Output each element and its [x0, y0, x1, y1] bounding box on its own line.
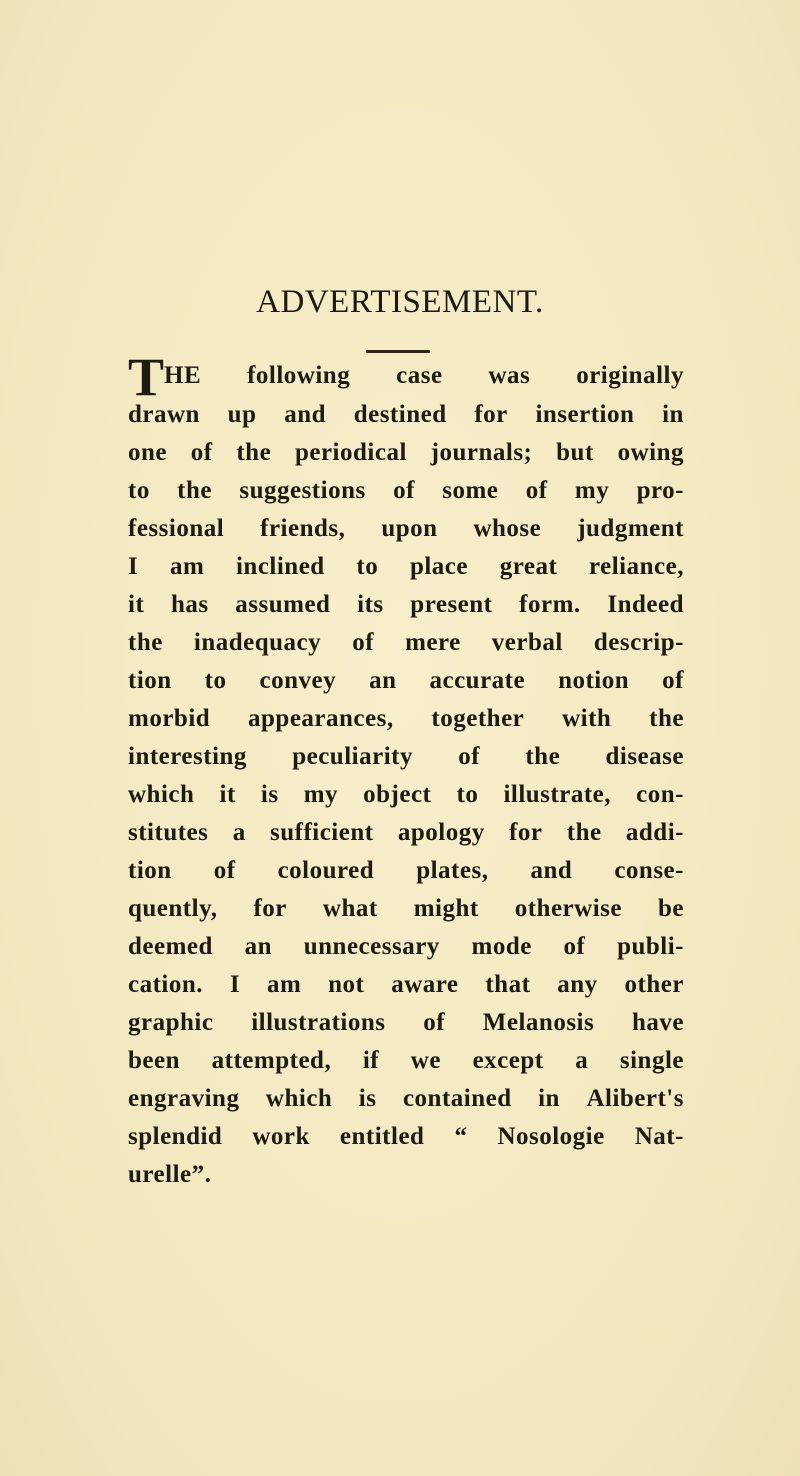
- word: with: [562, 705, 612, 732]
- word: other: [624, 971, 684, 998]
- word: following: [247, 362, 351, 389]
- word: apology: [397, 819, 485, 846]
- word: not: [328, 971, 365, 998]
- word: drawn: [128, 401, 200, 428]
- text-line-15: [128, 890, 684, 928]
- word: whose: [473, 515, 542, 542]
- text-line-1: [128, 347, 684, 407]
- word: it: [219, 781, 236, 808]
- word: up: [227, 401, 257, 428]
- text-line-20: [128, 1080, 684, 1118]
- word: together: [431, 705, 525, 732]
- word: reliance,: [588, 553, 684, 580]
- word: peculiarity: [292, 743, 413, 770]
- word: illustrate,: [503, 781, 612, 808]
- word: object: [363, 781, 432, 808]
- word: present: [410, 591, 493, 618]
- word: originally: [576, 362, 684, 389]
- word: is: [260, 781, 279, 808]
- word: a: [232, 819, 246, 846]
- word: for: [509, 819, 543, 846]
- word: to: [128, 477, 150, 504]
- text-line-2: [128, 396, 684, 434]
- word: accurate: [429, 667, 526, 694]
- word: Melanosis: [482, 1009, 595, 1036]
- word: publi-: [617, 933, 684, 960]
- word: periodical: [294, 439, 407, 466]
- word: Nat-: [634, 1123, 684, 1150]
- word: Indeed: [607, 591, 684, 618]
- drop-cap: T: [128, 347, 165, 407]
- word: inclined: [235, 553, 325, 580]
- opening-word-rest: HE: [164, 362, 202, 389]
- opening-words: [128, 347, 202, 407]
- word: a: [575, 1047, 589, 1074]
- text-line-14: [128, 852, 684, 890]
- word: suggestions: [239, 477, 366, 504]
- word: interesting: [128, 743, 247, 770]
- word: morbid: [128, 705, 211, 732]
- advertisement-body: [128, 347, 684, 1194]
- word: the: [128, 629, 163, 656]
- word: to: [356, 553, 379, 580]
- word: my: [303, 781, 339, 808]
- word: fessional: [128, 515, 225, 542]
- word: which: [128, 781, 195, 808]
- word: deemed: [128, 933, 213, 960]
- text-line-5: [128, 510, 684, 548]
- word: and: [284, 401, 326, 428]
- word: quently,: [128, 895, 218, 922]
- text-line-22: urelle”.: [128, 1161, 212, 1188]
- word: notion: [558, 667, 630, 694]
- word: case: [396, 362, 443, 389]
- word: work: [252, 1123, 310, 1150]
- word: assumed: [235, 591, 331, 618]
- text-line-4: [128, 472, 684, 510]
- word: I: [229, 971, 241, 998]
- title-divider: [366, 350, 430, 353]
- word: verbal: [491, 629, 563, 656]
- word: contained: [402, 1085, 512, 1112]
- word: unnecessary: [303, 933, 440, 960]
- word: entitled: [339, 1123, 425, 1150]
- word: of: [393, 477, 415, 504]
- word: am: [266, 971, 302, 998]
- word: con-: [636, 781, 684, 808]
- word: any: [557, 971, 598, 998]
- word: an: [369, 667, 397, 694]
- word: has: [170, 591, 209, 618]
- word: form.: [519, 591, 581, 618]
- word: that: [485, 971, 531, 998]
- word: tion: [128, 667, 172, 694]
- word: to: [456, 781, 479, 808]
- word: engraving: [128, 1085, 240, 1112]
- word: of: [213, 857, 236, 884]
- word: of: [352, 629, 375, 656]
- word: except: [472, 1047, 544, 1074]
- word: but: [556, 439, 594, 466]
- word: destined: [353, 401, 447, 428]
- word: mode: [471, 933, 532, 960]
- word: disease: [605, 743, 684, 770]
- word: upon: [381, 515, 438, 542]
- text-line-19: [128, 1042, 684, 1080]
- word: was: [488, 362, 531, 389]
- word: attempted,: [211, 1047, 332, 1074]
- word: judgment: [577, 515, 684, 542]
- word: to: [204, 667, 227, 694]
- word: it: [128, 591, 145, 618]
- text-line-17: [128, 966, 684, 1004]
- text-line-9: [128, 662, 684, 700]
- word: of: [525, 477, 548, 504]
- word: of: [563, 933, 586, 960]
- word: in: [662, 401, 684, 428]
- word: in: [538, 1085, 560, 1112]
- word: friends,: [260, 515, 346, 542]
- word: single: [619, 1047, 684, 1074]
- word: the: [525, 743, 561, 770]
- word: cation.: [128, 971, 204, 998]
- word: been: [128, 1047, 180, 1074]
- word: might: [413, 895, 479, 922]
- word: inadequacy: [193, 629, 322, 656]
- text-line-11: [128, 738, 684, 776]
- word: Nosologie: [497, 1123, 605, 1150]
- word: convey: [259, 667, 337, 694]
- word: what: [322, 895, 378, 922]
- word: insertion: [535, 401, 635, 428]
- word: the: [649, 705, 684, 732]
- word: the: [566, 819, 602, 846]
- text-line-3: [128, 434, 684, 472]
- text-line-12: [128, 776, 684, 814]
- text-line-6: [128, 548, 684, 586]
- word: sufficient: [269, 819, 374, 846]
- word: great: [499, 553, 558, 580]
- word: I: [128, 553, 139, 580]
- word: of: [423, 1009, 446, 1036]
- word: Alibert's: [586, 1085, 684, 1112]
- word: coloured: [277, 857, 375, 884]
- word: its: [357, 591, 384, 618]
- word: descrip-: [593, 629, 684, 656]
- word: illustrations: [251, 1009, 386, 1036]
- word: my: [574, 477, 610, 504]
- word: have: [631, 1009, 684, 1036]
- word: tion: [128, 857, 172, 884]
- word: which: [265, 1085, 333, 1112]
- word: journals;: [430, 439, 533, 466]
- word: place: [409, 553, 468, 580]
- word: if: [362, 1047, 380, 1074]
- word: and: [530, 857, 573, 884]
- text-line-7: [128, 586, 684, 624]
- word: graphic: [128, 1009, 214, 1036]
- word: stitutes: [128, 819, 209, 846]
- word: be: [658, 895, 684, 922]
- word: addi-: [625, 819, 684, 846]
- word: mere: [405, 629, 461, 656]
- word: an: [244, 933, 273, 960]
- word: we: [410, 1047, 441, 1074]
- page-title: ADVERTISEMENT.: [256, 284, 544, 320]
- word: appearances,: [248, 705, 394, 732]
- text-line-10: [128, 700, 684, 738]
- word: for: [474, 401, 508, 428]
- word: is: [358, 1085, 377, 1112]
- text-line-13: [128, 814, 684, 852]
- word: pro-: [636, 477, 684, 504]
- word: am: [169, 553, 205, 580]
- word: some: [442, 477, 499, 504]
- text-line-21: [128, 1118, 684, 1156]
- word: splendid: [128, 1123, 223, 1150]
- word: the: [236, 439, 272, 466]
- text-line-16: [128, 928, 684, 966]
- word: “: [454, 1123, 468, 1150]
- text-line-8: [128, 624, 684, 662]
- word: conse-: [614, 857, 684, 884]
- word: aware: [391, 971, 459, 998]
- word: the: [177, 477, 212, 504]
- word: plates,: [416, 857, 489, 884]
- word: one: [128, 439, 167, 466]
- word: of: [662, 667, 684, 694]
- word: otherwise: [514, 895, 622, 922]
- word: of: [190, 439, 213, 466]
- text-line-18: [128, 1004, 684, 1042]
- word: for: [253, 895, 287, 922]
- word: of: [458, 743, 481, 770]
- word: owing: [617, 439, 684, 466]
